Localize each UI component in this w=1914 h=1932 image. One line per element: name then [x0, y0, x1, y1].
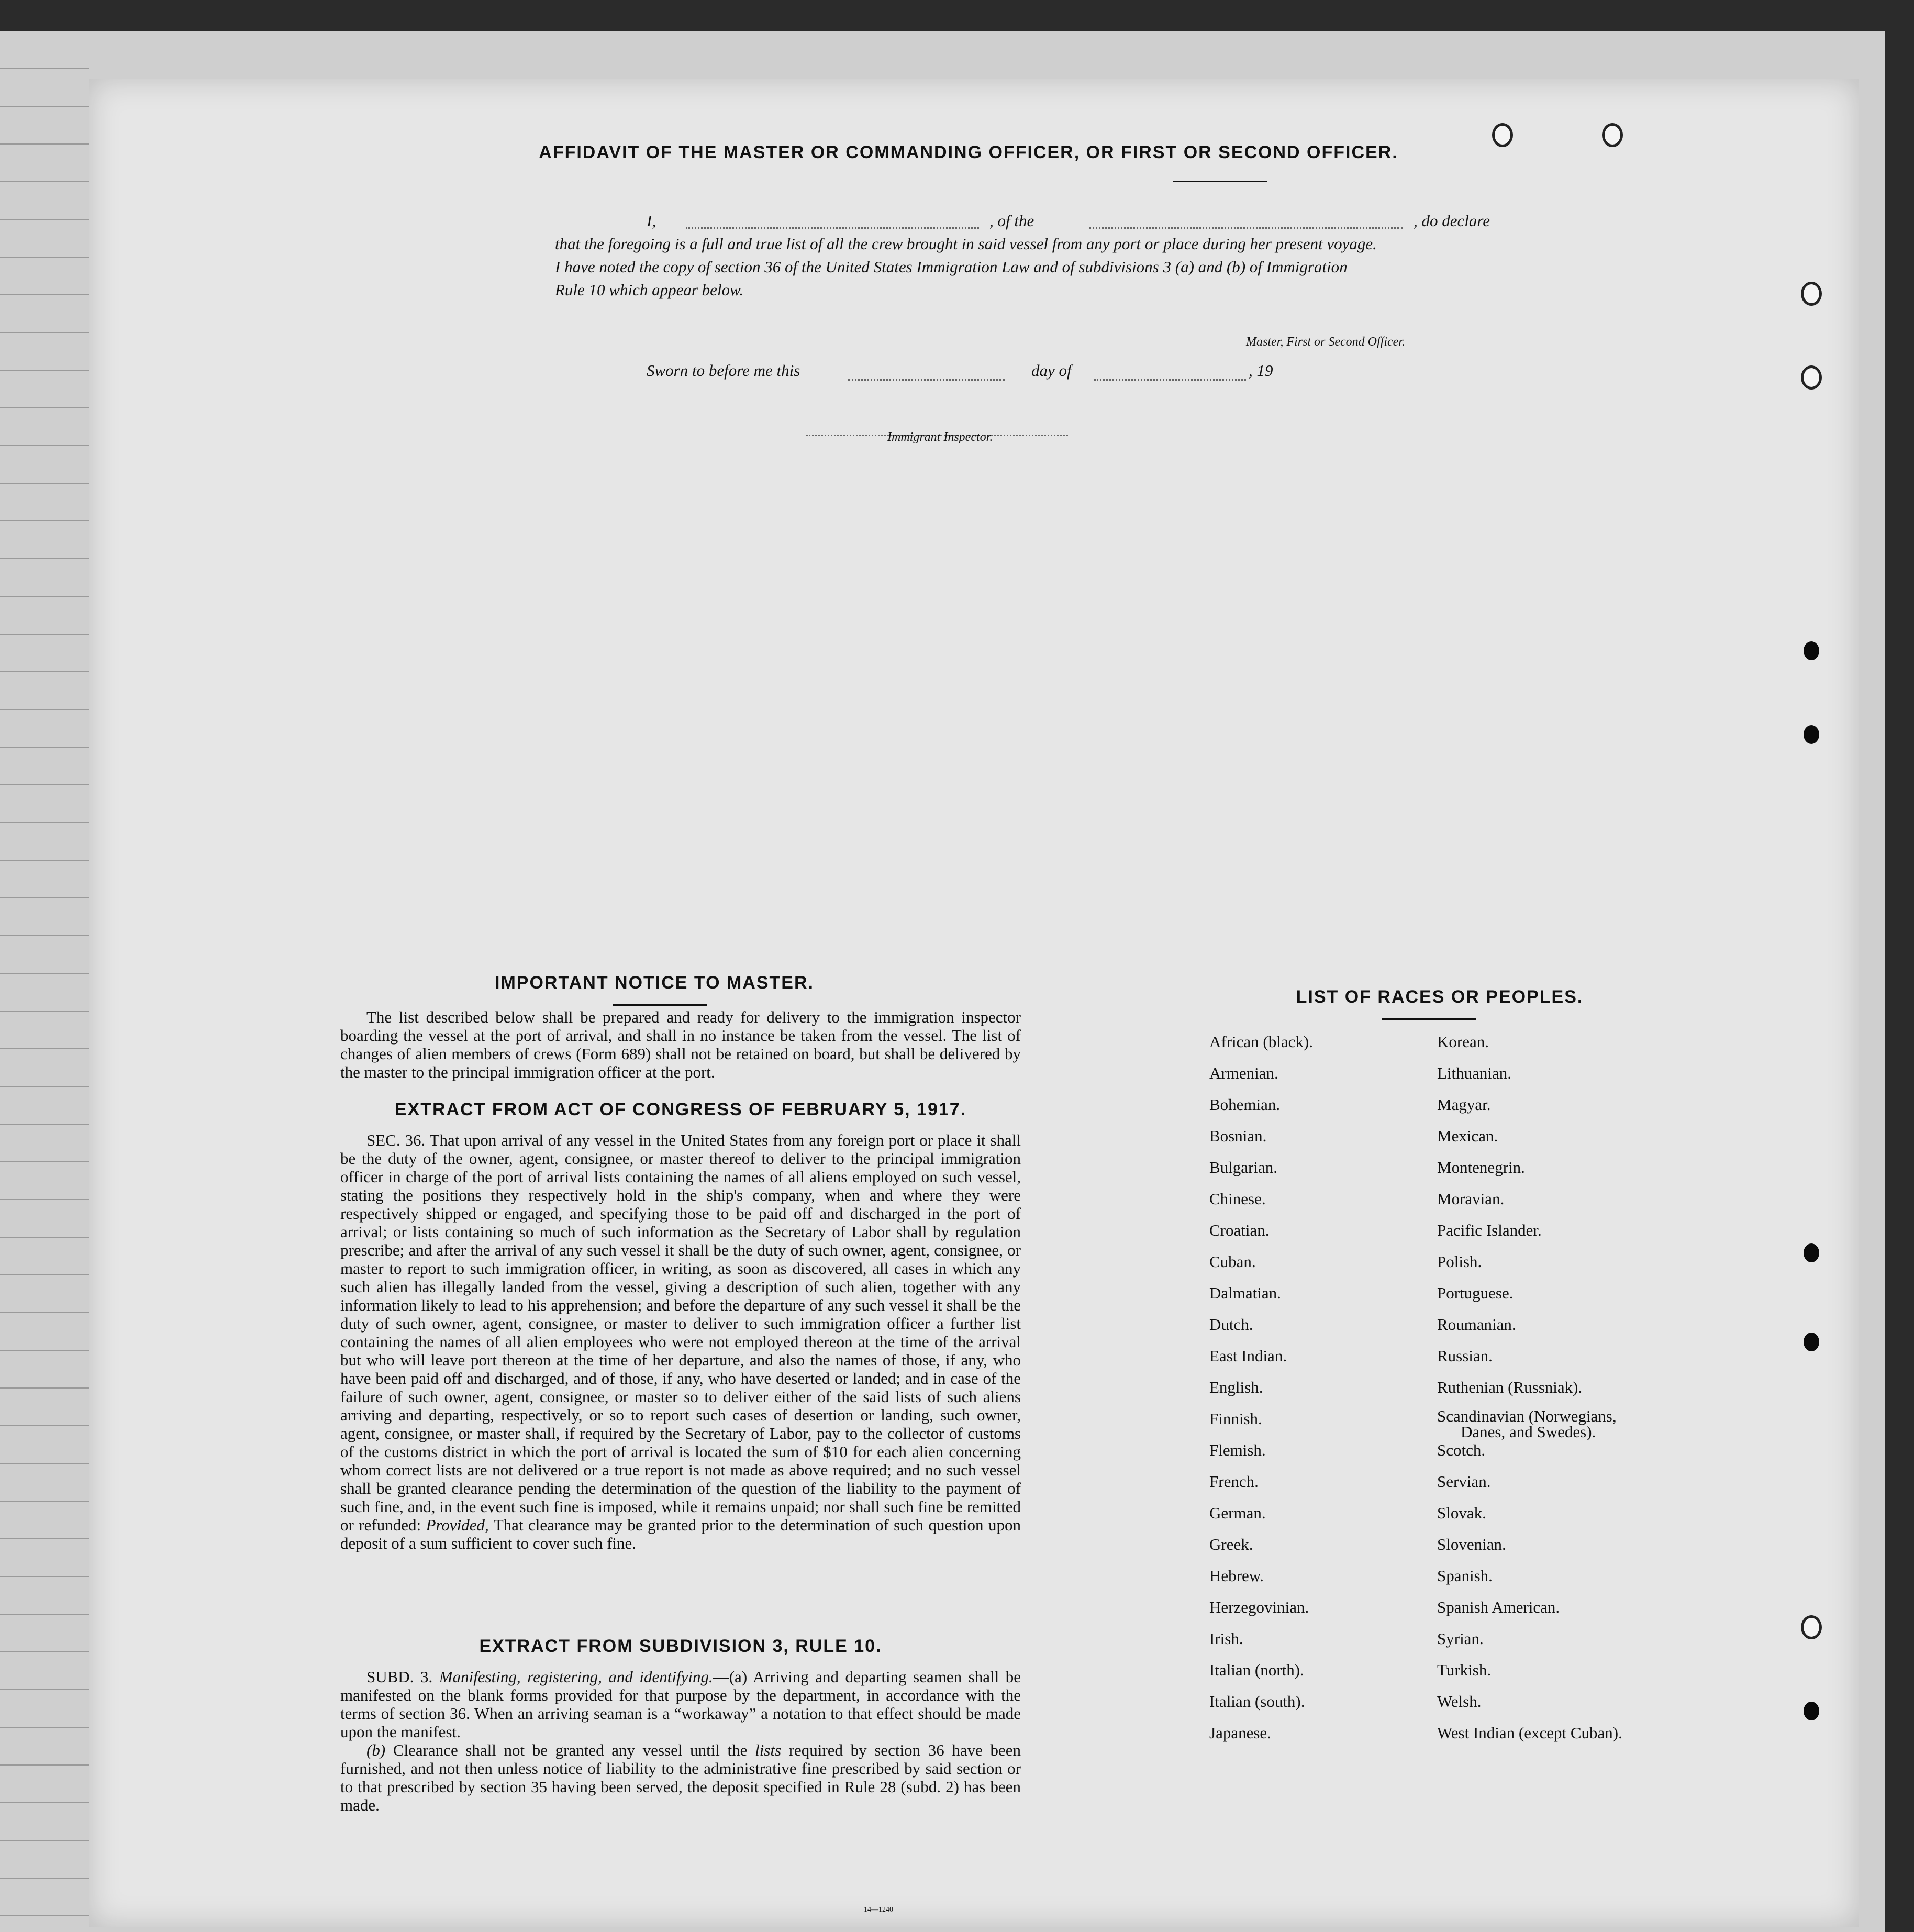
- title-rule: [1173, 181, 1267, 182]
- declaration-line-4: Rule 10 which appear below.: [555, 281, 744, 299]
- underlying-sheet-ruling: [0, 31, 89, 1932]
- declaration-of-the: , of the: [989, 212, 1034, 230]
- race-item: Pacific Islander.: [1437, 1221, 1542, 1239]
- day-blank: [848, 361, 1005, 381]
- declaration-i: I,: [647, 212, 656, 230]
- race-item: Bohemian.: [1209, 1095, 1281, 1114]
- sworn-text: Sworn to before me this: [647, 361, 800, 380]
- race-item: Chinese.: [1209, 1190, 1266, 1208]
- act-section-36: SEC. 36. That upon arrival of any vessel in the United States from any foreign port or place it shall be the duty of the owner, agent, consignee, or master thereof to deliver to the principal immigration officer in charge of the port of arrival lists containing the names of all aliens employed on such vessel, stating the positions they respectively hold in the ship's company, when and where they were respectively shipped or engaged, and specifying those to be paid off and discharged in the port of arrival; or lists containing so much of such information as the Secretary of Labor shall by regulation prescribe; and after the arrival of any such vessel it shall be the duty of such owner, agent, consignee, or master to report to such immigration officer, in writing, as soon as discovered, all cases in which any such alien has illegally landed from the vessel, giving a description of such alien, together with any information likely to lead to his apprehension; and before the departure of any such vessel it shall be the duty of such owner, agent, consignee, or master to deliver to such immigration officer a further list containing the names of all alien employees who were not employed thereon at the time of the arrival but who will leave port thereon at the time of her departure, and also the names of those, if any, who have been paid off and discharged, and of those, if any, who have deserted or landed; and in case of the failure of such owner, agent, consignee, or master so to deliver either of the said lists of such aliens arriving and departing, respectively, or so to report such cases of desertion or landing, such owner, agent, consignee, or master shall, if required by the Secretary of Labor, pay to the collector of customs of the customs district in which the port of arrival is located the sum of $10 for each alien concerning whom correct lists are not delivered or a true report is not made as above required; and no such vessel shall be granted clearance pending the determination of the question of the liability to the payment of such fine, and, in the event such fine is imposed, while it remains unpaid; nor shall such fine be remitted or refunded: Provided, That clearance may be granted prior to the determination of such question upon deposit of a sum sufficient to cover such fine.: [340, 1131, 1021, 1552]
- race-item: Spanish American.: [1437, 1598, 1560, 1616]
- declaration-line-3: I have noted the copy of section 36 of the United States Immigration Law and of subdivisions 3 (a) and (b) of Immigration: [555, 258, 1348, 276]
- race-item: Syrian.: [1437, 1629, 1484, 1648]
- declaration-do-declare: , do declare: [1414, 212, 1490, 230]
- race-item: Japanese.: [1209, 1724, 1271, 1742]
- race-item: German.: [1209, 1504, 1266, 1522]
- form-number: 14—1240: [864, 1906, 893, 1914]
- month-blank: [1094, 361, 1246, 381]
- race-item: English.: [1209, 1378, 1263, 1396]
- race-item: Russian.: [1437, 1347, 1493, 1365]
- notice-rule: [613, 1004, 707, 1006]
- race-item: Ruthenian (Russniak).: [1437, 1378, 1583, 1396]
- races-title: LIST OF RACES OR PEOPLES.: [1296, 987, 1584, 1007]
- race-item: Italian (north).: [1209, 1661, 1304, 1679]
- race-item: Bulgarian.: [1209, 1158, 1277, 1176]
- race-item: Herzegovinian.: [1209, 1598, 1309, 1616]
- race-item: Irish.: [1209, 1629, 1243, 1648]
- race-item: Turkish.: [1437, 1661, 1492, 1679]
- race-item: Dalmatian.: [1209, 1284, 1281, 1302]
- punch-hole: [1804, 1702, 1819, 1720]
- act-title: EXTRACT FROM ACT OF CONGRESS OF FEBRUARY 5, 1917.: [394, 1100, 967, 1119]
- race-item: [1437, 1408, 1709, 1440]
- race-item: Lithuanian.: [1437, 1064, 1512, 1082]
- race-item-scandinavian-cont: Danes, and Swedes).: [1461, 1423, 1596, 1441]
- inspector-label: Immigrant Inspector.: [887, 430, 993, 444]
- punch-hole: [1804, 1243, 1819, 1262]
- race-item: Magyar.: [1437, 1095, 1491, 1114]
- punch-hole: [1804, 641, 1819, 660]
- day-of-text: day of: [1031, 361, 1072, 380]
- race-item: Korean.: [1437, 1032, 1489, 1051]
- race-item: Slovenian.: [1437, 1535, 1506, 1553]
- affidavit-title: AFFIDAVIT OF THE MASTER OR COMMANDING OFFICER, OR FIRST OR SECOND OFFICER.: [539, 142, 1398, 162]
- name-blank: [686, 209, 979, 229]
- race-item: East Indian.: [1209, 1347, 1287, 1365]
- race-item: Italian (south).: [1209, 1692, 1305, 1711]
- declaration-line-2: that the foregoing is a full and true list of all the crew brought in said vessel from any port or place during her present voyage.: [555, 235, 1377, 253]
- rule-title: EXTRACT FROM SUBDIVISION 3, RULE 10.: [479, 1636, 882, 1656]
- notice-text: The list described below shall be prepared and ready for delivery to the immigration inspector boarding the vessel at the port of arrival, and shall in no instance be taken from the vessel. The list of changes of alien members of crews (Form 689) shall not be retained on board, but shall be delivered by the master to the principal immigration officer at the port.: [340, 1008, 1021, 1081]
- form-page: [89, 79, 1859, 1927]
- races-list-right: [1437, 1031, 1709, 1754]
- punch-hole: [1801, 1615, 1822, 1639]
- race-item: Moravian.: [1437, 1190, 1505, 1208]
- punch-hole: [1801, 365, 1822, 390]
- master-signature-label: Master, First or Second Officer.: [1246, 335, 1405, 349]
- race-item: Greek.: [1209, 1535, 1253, 1553]
- vessel-blank: [1089, 209, 1403, 229]
- race-item: Montenegrin.: [1437, 1158, 1525, 1176]
- race-item: African (black).: [1209, 1032, 1313, 1051]
- race-item: Finnish.: [1209, 1409, 1262, 1428]
- race-item: Armenian.: [1209, 1064, 1278, 1082]
- race-item: Flemish.: [1209, 1441, 1266, 1459]
- affidavit-declaration: [555, 209, 1581, 302]
- race-item: Scotch.: [1437, 1441, 1486, 1459]
- race-item: Mexican.: [1437, 1127, 1498, 1145]
- punch-hole: [1804, 1333, 1819, 1351]
- race-item: Cuban.: [1209, 1252, 1256, 1271]
- race-item: Servian.: [1437, 1472, 1491, 1491]
- race-item: Portuguese.: [1437, 1284, 1514, 1302]
- race-item: Croatian.: [1209, 1221, 1270, 1239]
- race-item-scandinavian: Scandinavian (Norwegians,: [1437, 1407, 1617, 1425]
- punch-hole: [1801, 282, 1822, 306]
- race-item: Hebrew.: [1209, 1567, 1264, 1585]
- race-item: Polish.: [1437, 1252, 1482, 1271]
- punch-hole: [1804, 725, 1819, 744]
- races-list-left: [1209, 1031, 1450, 1754]
- race-item: Dutch.: [1209, 1315, 1253, 1334]
- race-item: Spanish.: [1437, 1567, 1493, 1585]
- race-item: French.: [1209, 1472, 1259, 1491]
- notice-title: IMPORTANT NOTICE TO MASTER.: [495, 973, 814, 993]
- race-item: Bosnian.: [1209, 1127, 1267, 1145]
- race-item: Roumanian.: [1437, 1315, 1516, 1334]
- year-text: , 19: [1249, 361, 1273, 380]
- race-item: West Indian (except Cuban).: [1437, 1724, 1622, 1742]
- sworn-line: [555, 361, 1288, 384]
- races-rule: [1382, 1018, 1476, 1020]
- race-item: Slovak.: [1437, 1504, 1486, 1522]
- race-item: Welsh.: [1437, 1692, 1482, 1711]
- rule-subdivision-3: SUBD. 3. Manifesting, registering, and identifying.—(a) Arriving and departing seamen shall be manifested on the blank forms provided for that purpose by the department, in accordance with the terms of section 36. When an arriving seaman is a “workaway” a notation to that effect should be made upon the manifest. (b) Clearance shall not be granted any vessel until the lists required by section 36 have been furnished, and not then unless notice of liability to the administrative fine prescribed by said section or to that prescribed by section 35 having been served, the deposit specified in Rule 28 (subd. 2) has been made.: [340, 1668, 1021, 1814]
